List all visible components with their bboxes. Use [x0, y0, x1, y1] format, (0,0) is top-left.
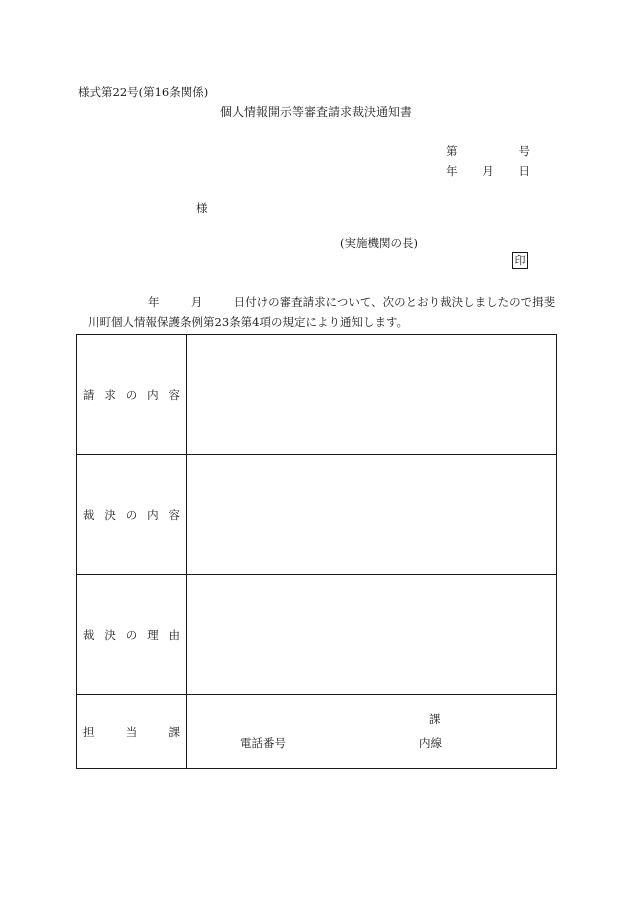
document-title: 個人情報開示等審査請求裁決通知書 — [220, 105, 413, 119]
form-number-label: 様式第22号(第16条関係) — [78, 85, 209, 99]
label-char: 理 — [147, 627, 159, 642]
field-request-content[interactable] — [187, 335, 557, 455]
request-month-label: 月 — [190, 295, 203, 309]
field-responsible-section[interactable] — [187, 695, 557, 769]
field-ruling-content[interactable] — [187, 455, 557, 575]
field-ruling-reason[interactable] — [187, 575, 557, 695]
label-char: の — [125, 387, 138, 402]
extension-label: 内線 — [419, 736, 442, 750]
phone-number-label: 電話番号 — [240, 736, 286, 750]
issuer-name: (実施機関の長) — [340, 236, 418, 250]
label-ruling-reason — [77, 575, 187, 695]
label-char: 決 — [104, 627, 116, 642]
table-row-responsible-section — [77, 695, 557, 769]
notice-body — [88, 292, 568, 332]
dai-label: 第 — [446, 144, 458, 158]
table-row-ruling-content — [77, 455, 557, 575]
label-char: 由 — [168, 627, 180, 642]
table-row-request-content — [77, 335, 557, 455]
label-char: 決 — [104, 507, 116, 522]
notice-form-table — [76, 334, 557, 769]
label-char: 課 — [168, 724, 180, 739]
label-char: 当 — [125, 724, 138, 739]
day-label: 日 — [518, 164, 530, 178]
addressee-honorific: 様 — [196, 201, 208, 215]
go-label: 号 — [518, 144, 530, 158]
seal-stamp-box: 印 — [512, 252, 528, 269]
label-char: 担 — [83, 724, 95, 739]
body-line-2: 川町個人情報保護条例第23条第4項の規定により通知します。 — [88, 315, 409, 329]
section-suffix-label: 課 — [429, 712, 441, 726]
label-char: の — [125, 507, 138, 522]
year-label: 年 — [446, 164, 458, 178]
label-char: 裁 — [83, 627, 95, 642]
label-char: 内 — [147, 507, 159, 522]
date-row — [446, 161, 530, 181]
month-label: 月 — [482, 164, 494, 178]
label-char: 内 — [147, 387, 159, 402]
label-char: 請 — [83, 387, 95, 402]
body-line-1-text: 日付けの審査請求について、次のとおり裁決しましたので揖斐 — [233, 295, 556, 309]
body-line-1 — [88, 292, 568, 312]
request-year-label: 年 — [148, 295, 160, 309]
label-char: 容 — [168, 387, 180, 402]
table-row-ruling-reason — [77, 575, 557, 695]
label-ruling-content — [77, 455, 187, 575]
label-char: 求 — [104, 387, 116, 402]
label-char: の — [125, 627, 138, 642]
number-row — [446, 141, 530, 161]
label-responsible-section — [77, 695, 187, 769]
request-date-fields — [88, 295, 234, 309]
document-number-block — [446, 141, 530, 181]
label-char: 容 — [168, 507, 180, 522]
label-char: 裁 — [83, 507, 95, 522]
label-request-content — [77, 335, 187, 455]
